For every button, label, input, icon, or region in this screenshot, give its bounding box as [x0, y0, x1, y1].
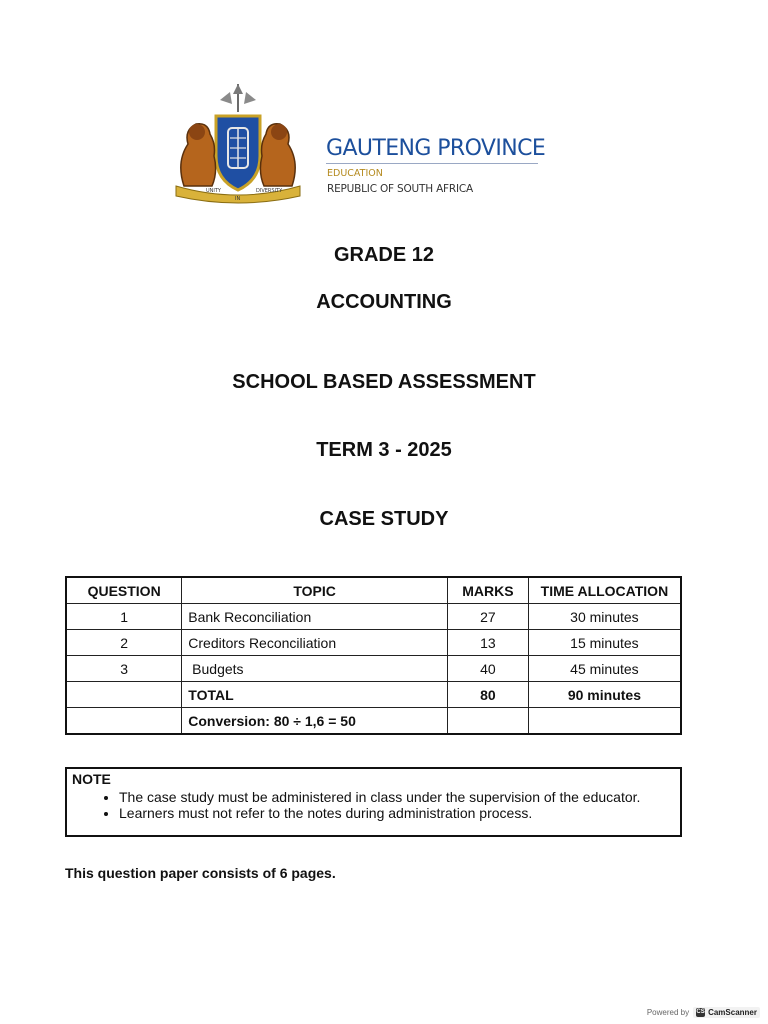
table-header-row [66, 577, 681, 604]
table-row [66, 630, 681, 656]
question-number: 3 [66, 656, 182, 682]
table-row [66, 604, 681, 630]
province-name: GAUTENG PROVINCE [326, 136, 546, 161]
marks-cell: 27 [447, 604, 528, 630]
note-list [67, 789, 659, 821]
header-marks: MARKS [447, 577, 528, 604]
conversion-text: Conversion: 80 ÷ 1,6 = 50 [182, 708, 448, 735]
table-row [66, 656, 681, 682]
camscanner-watermark [647, 1007, 760, 1018]
marks-cell: 13 [447, 630, 528, 656]
empty-cell [66, 708, 182, 735]
conversion-row [66, 708, 681, 735]
coat-of-arms-emblem [170, 82, 330, 210]
subject-heading: ACCOUNTING [316, 291, 452, 313]
empty-cell [528, 708, 681, 735]
question-number: 2 [66, 630, 182, 656]
topic-cell: Bank Reconciliation [182, 604, 448, 630]
motto-left-text: UNITY [206, 188, 221, 194]
department-name: EDUCATION [327, 168, 383, 179]
motto-right-text: DIVERSITY [256, 188, 283, 194]
total-row [66, 682, 681, 708]
gauteng-education-logo [170, 82, 560, 210]
total-time: 90 minutes [528, 682, 681, 708]
total-label: TOTAL [182, 682, 448, 708]
header-question: QUESTION [66, 577, 182, 604]
header-time-allocation: TIME ALLOCATION [528, 577, 681, 604]
powered-by-text: Powered by [646, 1008, 690, 1017]
topic-cell: Budgets [182, 656, 448, 682]
time-cell: 15 minutes [528, 630, 681, 656]
empty-cell [447, 708, 528, 735]
logo-divider [326, 163, 538, 164]
note-item: • Learners must not refer to the notes during administration process. [119, 805, 659, 821]
camscanner-name: CamScanner [708, 1008, 757, 1017]
assessment-heading: SCHOOL BASED ASSESSMENT [232, 371, 536, 393]
motto-middle-text: IN [235, 196, 241, 202]
time-cell: 30 minutes [528, 604, 681, 630]
camscanner-logo-icon: CS [696, 1009, 705, 1015]
time-cell: 45 minutes [528, 656, 681, 682]
note-title: NOTE [72, 771, 111, 787]
note-item: • The case study must be administered in class under the supervision of the educator. [119, 789, 659, 805]
grade-heading: GRADE 12 [333, 244, 435, 266]
type-heading: CASE STUDY [319, 508, 449, 530]
country-name: REPUBLIC OF SOUTH AFRICA [327, 183, 473, 195]
camscanner-badge [693, 1007, 760, 1018]
marks-cell: 40 [447, 656, 528, 682]
topic-cell: Creditors Reconciliation [182, 630, 448, 656]
question-allocation-table [65, 576, 682, 735]
header-topic: TOPIC [182, 577, 448, 604]
total-marks: 80 [447, 682, 528, 708]
note-box [65, 767, 682, 837]
page-count-statement: This question paper consists of 6 pages. [65, 865, 336, 881]
question-number: 1 [66, 604, 182, 630]
empty-cell [66, 682, 182, 708]
term-heading: TERM 3 - 2025 [316, 439, 452, 461]
